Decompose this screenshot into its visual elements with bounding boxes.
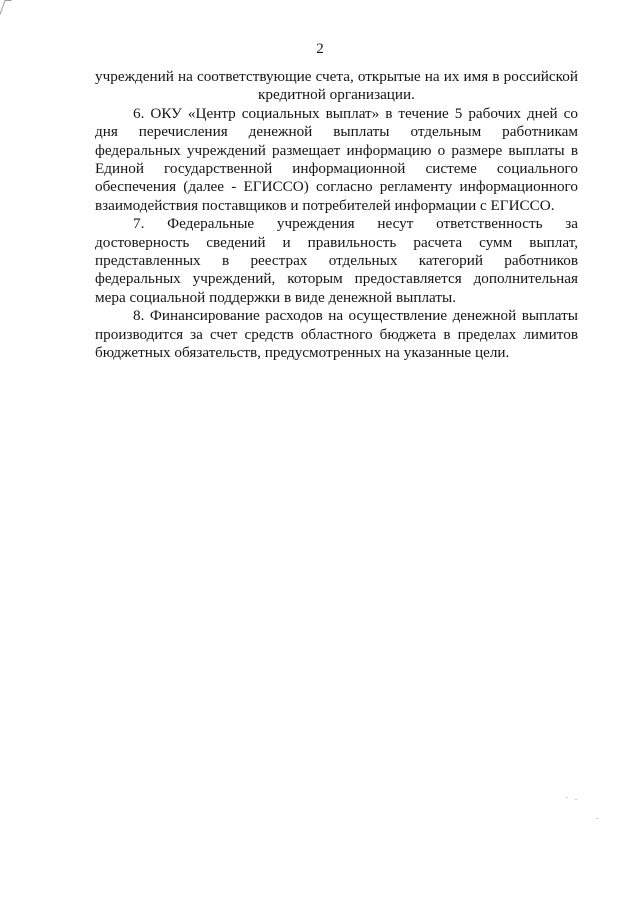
paragraph-item-6: 6. ОКУ «Центр социальных выплат» в течение 5 рабочих дней со дня перечисления денежной выплаты отдельным работникам федеральных учреждений размещает информацию о размере выплаты в Единой государственной информационной системе социального обеспечения (далее - ЕГИССО) согласно регламенту информационного взаимодействия поставщиков и потребителей информации с ЕГИССО. <box>95 104 578 214</box>
document-body <box>95 68 578 363</box>
scan-speck <box>566 797 568 798</box>
paragraph-item-8: 8. Финансирование расходов на осуществление денежной выплаты производится за счет средств областного бюджета в пределах лимитов бюджетных обязательств, предусмотренных на указанные цели. <box>95 307 578 362</box>
paragraph-item-7: 7. Федеральные учреждения несут ответственность за достоверность сведений и правильность расчета сумм выплат, представленных в реестрах отдельных категорий работников федеральных учреждений, которым предоставляется дополнительная мера социальной поддержки в виде денежной выплаты. <box>95 215 578 306</box>
scan-speck <box>596 818 598 819</box>
paragraph-continuation: учреждений на соответствующие счета, открытые на их имя в российской кредитной организации. <box>95 68 578 104</box>
page-number: 2 <box>316 41 324 57</box>
scan-edge-mark <box>0 0 12 15</box>
scan-speck <box>575 799 577 800</box>
